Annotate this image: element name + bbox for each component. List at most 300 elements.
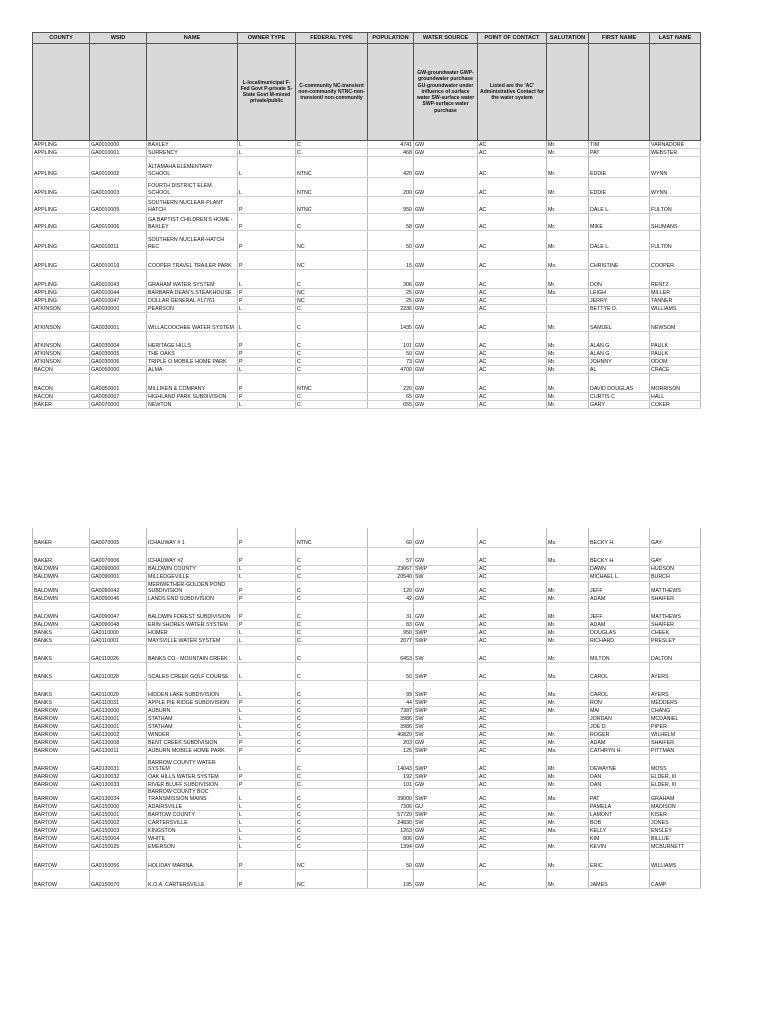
population-cell: 2236 <box>368 305 414 313</box>
last-name-cell: KISER <box>650 811 701 819</box>
federal-type-cell: C <box>296 141 368 149</box>
point-of-contact-cell: AC <box>478 835 547 843</box>
water-source-cell: GW <box>414 739 478 747</box>
water-source-cell: GW <box>414 547 478 565</box>
table-row <box>33 297 701 305</box>
owner-type-cell: P <box>238 747 296 755</box>
name-cell: MILLEDGEVILLE <box>147 573 238 581</box>
table-row <box>33 755 701 773</box>
salutation-cell: Mr. <box>547 270 589 289</box>
county-cell: BALDWIN <box>33 581 90 595</box>
point-of-contact-cell: AC <box>478 715 547 723</box>
population-cell: 6453 <box>368 645 414 663</box>
point-of-contact-cell: AC <box>478 547 547 565</box>
federal-type-cell: C <box>296 707 368 715</box>
owner-type-cell: P <box>238 251 296 270</box>
federal-type-cell: C <box>296 819 368 827</box>
first-name-cell: LEIGH <box>589 289 650 297</box>
first-name-cell: DAVID DOUGLAS <box>589 374 650 393</box>
owner-type-cell: L <box>238 313 296 332</box>
point-of-contact-cell: AC <box>478 214 547 231</box>
first-name-cell: JEFF <box>589 581 650 595</box>
county-cell: BAKER <box>33 528 90 547</box>
county-cell: APPLING <box>33 157 90 178</box>
last-name-cell: RENTZ <box>650 270 701 289</box>
salutation-cell <box>547 573 589 581</box>
wsid-cell: GA0130032 <box>90 773 147 781</box>
point-of-contact-cell: AC <box>478 197 547 214</box>
table-row <box>33 305 701 313</box>
first-name-cell: CAROL <box>589 681 650 699</box>
wsid-cell: GA0150003 <box>90 827 147 835</box>
last-name-cell: MEDDERS <box>650 699 701 707</box>
water-source-cell: GW <box>414 289 478 297</box>
salutation-cell: Mr. <box>547 629 589 637</box>
first-name-cell: ADAM <box>589 739 650 747</box>
last-name-cell: MILLER <box>650 289 701 297</box>
last-name-cell: FULTON <box>650 197 701 214</box>
table-row <box>33 393 701 401</box>
first-name-cell: BECKY H. <box>589 528 650 547</box>
federal-type-legend: C-community NC-transient non-community NTNC-non-transient/ non-community <box>296 44 368 141</box>
table-row <box>33 603 701 621</box>
federal-type-cell: C <box>296 803 368 811</box>
salutation-cell: Mr. <box>547 781 589 789</box>
point-of-contact-cell: AC <box>478 827 547 835</box>
first-name-cell: CURTIS C <box>589 393 650 401</box>
federal-type-cell: C <box>296 747 368 755</box>
population-cell: 200 <box>368 178 414 197</box>
salutation-cell: Mr. <box>547 707 589 715</box>
salutation-cell: Ms. <box>547 528 589 547</box>
water-source-cell: GW <box>414 231 478 251</box>
county-cell: APPLING <box>33 197 90 214</box>
water-source-cell: SWP <box>414 699 478 707</box>
federal-type-cell: NC <box>296 851 368 870</box>
population-cell: 950 <box>368 629 414 637</box>
county-cell: BARROW <box>33 707 90 715</box>
water-source-cell: GW <box>414 313 478 332</box>
last-name-cell: PAULK <box>650 350 701 358</box>
salutation-cell: Ms. <box>547 251 589 270</box>
first-name-cell: ALAN G. <box>589 350 650 358</box>
owner-type-cell: P <box>238 393 296 401</box>
county-cell: BAKER <box>33 547 90 565</box>
water-source-cell: GU <box>414 803 478 811</box>
population-cell: 203 <box>368 739 414 747</box>
last-name-cell: BURCH <box>650 573 701 581</box>
wsid-cell: GA0010000 <box>90 141 147 149</box>
last-name-cell: CHANG <box>650 707 701 715</box>
first-name-cell: DEWAYNE <box>589 755 650 773</box>
population-cell: 4700 <box>368 366 414 374</box>
point-of-contact-cell: AC <box>478 747 547 755</box>
water-source-cell: SWP <box>414 637 478 645</box>
table-row <box>33 366 701 374</box>
county-cell: BARTOW <box>33 835 90 843</box>
point-of-contact-cell: AC <box>478 811 547 819</box>
last-name-cell: DALTON <box>650 645 701 663</box>
point-of-contact-cell: AC <box>478 251 547 270</box>
wsid-cell: GA0030001 <box>90 313 147 332</box>
header-salutation: SALUTATION <box>547 33 589 44</box>
table-body <box>33 141 701 409</box>
table-row <box>33 645 701 663</box>
county-cell: BARTOW <box>33 803 90 811</box>
water-source-cell: GW <box>414 297 478 305</box>
water-source-cell: SW <box>414 715 478 723</box>
county-cell: BANKS <box>33 629 90 637</box>
water-source-cell: SW <box>414 731 478 739</box>
county-cell: BACON <box>33 393 90 401</box>
water-source-legend: GW-groundwater GWP-groundwater purchase GU-groundwater under influence of surface water SW-surface water SWP-surface water purchase <box>414 44 478 141</box>
owner-type-cell: L <box>238 645 296 663</box>
population-cell: 50 <box>368 231 414 251</box>
federal-type-cell: C <box>296 739 368 747</box>
header-name: NAME <box>147 33 238 44</box>
table-row <box>33 843 701 851</box>
population-cell: 950 <box>368 197 414 214</box>
wsid-cell: GA0070005 <box>90 528 147 547</box>
water-source-cell: GW <box>414 270 478 289</box>
county-cell: BARROW <box>33 781 90 789</box>
population-cell: 50 <box>368 851 414 870</box>
table-row <box>33 681 701 699</box>
point-of-contact-cell: AC <box>478 573 547 581</box>
name-cell: THE OAKS <box>147 350 238 358</box>
table-row <box>33 251 701 270</box>
water-source-cell: GW <box>414 401 478 409</box>
population-cell: 195 <box>368 870 414 889</box>
water-source-cell: GW <box>414 870 478 889</box>
salutation-cell: Mr. <box>547 393 589 401</box>
wsid-cell: GA0050001 <box>90 374 147 393</box>
point-of-contact-cell: AC <box>478 773 547 781</box>
table-row <box>33 629 701 637</box>
water-systems-table <box>32 32 701 409</box>
wsid-cell: GA0130033 <box>90 781 147 789</box>
federal-type-cell: NTNC <box>296 374 368 393</box>
name-cell: STATHAM <box>147 723 238 731</box>
county-cell: BANKS <box>33 681 90 699</box>
name-cell: APPLE PIE RIDGE SUBDIVISION <box>147 699 238 707</box>
salutation-cell: Mr. <box>547 401 589 409</box>
water-source-cell: GW <box>414 350 478 358</box>
last-name-cell: WYNN <box>650 178 701 197</box>
owner-type-cell: L <box>238 827 296 835</box>
table-row <box>33 350 701 358</box>
point-of-contact-cell: AC <box>478 350 547 358</box>
population-cell: 83 <box>368 621 414 629</box>
population-cell: 4741 <box>368 141 414 149</box>
salutation-cell: Ms. <box>547 827 589 835</box>
population-cell: 3986 <box>368 723 414 731</box>
population-cell: 192 <box>368 773 414 781</box>
point-of-contact-cell: AC <box>478 707 547 715</box>
owner-type-cell: P <box>238 603 296 621</box>
salutation-cell: Mr. <box>547 374 589 393</box>
first-name-cell: ALAN G. <box>589 332 650 350</box>
table-row <box>33 827 701 835</box>
first-name-cell: LAMONT <box>589 811 650 819</box>
water-source-cell: SWP <box>414 663 478 681</box>
owner-type-cell: P <box>238 773 296 781</box>
federal-type-cell: C <box>296 270 368 289</box>
name-cell: BARROW COUNTY BOC TRANSMISSION MAINS <box>147 789 238 803</box>
salutation-cell: Mr. <box>547 231 589 251</box>
owner-type-cell: P <box>238 197 296 214</box>
first-name-cell: BOB <box>589 819 650 827</box>
first-name-cell: KELLY <box>589 827 650 835</box>
owner-type-cell: P <box>238 350 296 358</box>
county-cell: APPLING <box>33 289 90 297</box>
point-of-contact-cell: AC <box>478 393 547 401</box>
owner-type-cell: L <box>238 157 296 178</box>
salutation-cell: Mr. <box>547 819 589 827</box>
name-cell: TRIPLE O MOBILE HOME PARK <box>147 358 238 366</box>
first-name-cell: EDDIE <box>589 178 650 197</box>
federal-type-cell: NC <box>296 251 368 270</box>
table-row <box>33 621 701 629</box>
wsid-cell: GA0130001 <box>90 715 147 723</box>
last-name-cell: SHAIFER <box>650 595 701 603</box>
table-row <box>33 547 701 565</box>
table-row <box>33 870 701 889</box>
owner-type-cell: P <box>238 699 296 707</box>
salutation-cell: Ms. <box>547 789 589 803</box>
name-cell: SCALES CREEK GOLF COURSE <box>147 663 238 681</box>
wsid-cell: GA0130011 <box>90 747 147 755</box>
table-row <box>33 637 701 645</box>
water-source-cell: GW <box>414 603 478 621</box>
last-name-cell: AYERS <box>650 681 701 699</box>
wsid-cell: GA0030000 <box>90 305 147 313</box>
point-of-contact-cell: AC <box>478 401 547 409</box>
name-cell: ICHAUWAY # 1 <box>147 528 238 547</box>
population-cell: 468 <box>368 149 414 157</box>
last-name-cell: JONES <box>650 819 701 827</box>
salutation-cell: Mr. <box>547 197 589 214</box>
last-name-cell: ELDER, III <box>650 773 701 781</box>
salutation-cell <box>547 305 589 313</box>
water-source-cell: GW <box>414 214 478 231</box>
header-owner-type: OWNER TYPE <box>238 33 296 44</box>
last-name-cell: MADISON <box>650 803 701 811</box>
salutation-cell: Mr. <box>547 773 589 781</box>
population-cell: 15 <box>368 251 414 270</box>
salutation-cell: Ms. <box>547 289 589 297</box>
water-source-cell: GW <box>414 843 478 851</box>
first-name-cell: MIKE <box>589 214 650 231</box>
name-cell: AUBURN MOBILE HOME PARK <box>147 747 238 755</box>
last-name-cell: WILLIAMS <box>650 305 701 313</box>
first-name-cell: SAMUEL <box>589 313 650 332</box>
name-cell: ERIN SHORES WATER SYSTEM <box>147 621 238 629</box>
salutation-cell: Ms. <box>547 663 589 681</box>
owner-type-cell: L <box>238 305 296 313</box>
last-name-cell: VARNADORE <box>650 141 701 149</box>
last-name-cell: CAMP <box>650 870 701 889</box>
federal-type-cell: C <box>296 332 368 350</box>
county-cell: BAKER <box>33 401 90 409</box>
county-cell: BARTOW <box>33 870 90 889</box>
table-row <box>33 773 701 781</box>
county-cell: BARTOW <box>33 843 90 851</box>
point-of-contact-cell: AC <box>478 231 547 251</box>
salutation-cell: Mr. <box>547 755 589 773</box>
wsid-cell: GA0030005 <box>90 350 147 358</box>
name-cell: BARTOW COUNTY <box>147 811 238 819</box>
name-cell: STATHAM <box>147 715 238 723</box>
table-row <box>33 851 701 870</box>
water-source-cell: SWP <box>414 629 478 637</box>
name-cell: KINGSTON <box>147 827 238 835</box>
point-of-contact-cell: AC <box>478 731 547 739</box>
population-cell: 31 <box>368 603 414 621</box>
federal-type-cell: C <box>296 629 368 637</box>
county-cell: APPLING <box>33 141 90 149</box>
water-source-cell: GW <box>414 358 478 366</box>
county-cell: BANKS <box>33 637 90 645</box>
first-name-cell: ADAM <box>589 621 650 629</box>
population-cell: 44 <box>368 699 414 707</box>
name-cell: COOPER TRAVEL TRAILER PARK <box>147 251 238 270</box>
owner-type-legend: L-local/municipal F-Fed Govt P-private S-State Govt M-mixed private/public <box>238 44 296 141</box>
table-row <box>33 332 701 350</box>
water-source-cell: GW <box>414 332 478 350</box>
last-name-cell: CHEEK <box>650 629 701 637</box>
table-row <box>33 149 701 157</box>
wsid-cell: GA0010044 <box>90 289 147 297</box>
header-point-of-contact: POINT OF CONTACT <box>478 33 547 44</box>
name-cell: BALDWIN FOREST SUBDIVISION <box>147 603 238 621</box>
owner-type-cell: L <box>238 178 296 197</box>
owner-type-cell: P <box>238 870 296 889</box>
county-cell: APPLING <box>33 231 90 251</box>
header-federal-type: FEDERAL TYPE <box>296 33 368 44</box>
water-source-cell: SWP <box>414 773 478 781</box>
table-row <box>33 739 701 747</box>
owner-type-cell: P <box>238 547 296 565</box>
point-of-contact-cell: AC <box>478 595 547 603</box>
wsid-cell: GA0110000 <box>90 629 147 637</box>
owner-type-cell: P <box>238 581 296 595</box>
table-row <box>33 157 701 178</box>
table-body <box>33 528 701 889</box>
county-cell: BANKS <box>33 699 90 707</box>
table-row <box>33 573 701 581</box>
table-row <box>33 595 701 603</box>
owner-type-cell: P <box>238 358 296 366</box>
last-name-cell: GRAHAM <box>650 789 701 803</box>
water-source-cell: GW <box>414 197 478 214</box>
table-row <box>33 313 701 332</box>
county-cell: BANKS <box>33 663 90 681</box>
owner-type-cell: P <box>238 621 296 629</box>
name-cell: WHITE <box>147 835 238 843</box>
federal-type-cell: NTNC <box>296 528 368 547</box>
wsid-cell: GA0050007 <box>90 393 147 401</box>
county-cell: APPLING <box>33 251 90 270</box>
federal-type-cell: NC <box>296 289 368 297</box>
owner-type-cell: L <box>238 811 296 819</box>
wsid-cell: GA0130034 <box>90 789 147 803</box>
first-name-cell: TIM <box>589 141 650 149</box>
county-cell: BALDWIN <box>33 573 90 581</box>
county-cell: BARTOW <box>33 851 90 870</box>
table-row <box>33 789 701 803</box>
salutation-cell: Mr. <box>547 358 589 366</box>
wsid-cell: GA0150002 <box>90 819 147 827</box>
point-of-contact-cell: AC <box>478 270 547 289</box>
first-name-cell: JOHNNY <box>589 358 650 366</box>
population-cell: 60 <box>368 528 414 547</box>
first-name-cell: EDDIE <box>589 157 650 178</box>
population-cell: 40820 <box>368 731 414 739</box>
water-source-cell: SWP <box>414 565 478 573</box>
point-of-contact-cell: AC <box>478 629 547 637</box>
county-cell: ATKINSON <box>33 358 90 366</box>
federal-type-cell: C <box>296 547 368 565</box>
salutation-cell: Mr. <box>547 178 589 197</box>
county-cell: APPLING <box>33 297 90 305</box>
last-name-cell: SHUMANS <box>650 214 701 231</box>
salutation-cell: Mr. <box>547 581 589 595</box>
county-cell: APPLING <box>33 214 90 231</box>
table-row <box>33 214 701 231</box>
owner-type-cell: L <box>238 663 296 681</box>
federal-type-cell: C <box>296 843 368 851</box>
salutation-cell: Mr. <box>547 699 589 707</box>
federal-type-cell: C <box>296 313 368 332</box>
county-cell: BALDWIN <box>33 565 90 573</box>
population-cell: 25 <box>368 297 414 305</box>
name-cell: RIVER BLUFF SUBDIVISION <box>147 781 238 789</box>
wsid-cell: GA0050000 <box>90 366 147 374</box>
point-of-contact-cell: AC <box>478 637 547 645</box>
water-source-cell: GW <box>414 178 478 197</box>
salutation-cell: Mr. <box>547 851 589 870</box>
salutation-cell: Mr. <box>547 595 589 603</box>
owner-type-cell: L <box>238 755 296 773</box>
water-systems-table-continued <box>32 528 701 889</box>
wsid-cell: GA0090047 <box>90 603 147 621</box>
wsid-cell: GA0010047 <box>90 297 147 305</box>
table-row <box>33 581 701 595</box>
point-of-contact-cell: AC <box>478 565 547 573</box>
population-cell: 24830 <box>368 819 414 827</box>
population-cell: 65 <box>368 393 414 401</box>
wsid-cell: GA0030006 <box>90 358 147 366</box>
county-cell: BARROW <box>33 715 90 723</box>
water-source-cell: GW <box>414 366 478 374</box>
last-name-cell: MATTHEWS <box>650 603 701 621</box>
point-of-contact-cell: AC <box>478 819 547 827</box>
federal-type-cell: C <box>296 149 368 157</box>
name-cell: HIGHLAND PARK SUBDIVISION <box>147 393 238 401</box>
table-row <box>33 835 701 843</box>
first-name-cell: DAWN <box>589 565 650 573</box>
first-name-cell: PAT <box>589 149 650 157</box>
population-cell: 7387 <box>368 707 414 715</box>
name-cell: MILLIKEN & COMPANY <box>147 374 238 393</box>
salutation-cell: Mr. <box>547 621 589 629</box>
water-source-cell: SWP <box>414 755 478 773</box>
federal-type-cell: C <box>296 681 368 699</box>
name-cell: GRAHAM WATER SYSTEM <box>147 270 238 289</box>
wsid-cell: GA0090000 <box>90 565 147 573</box>
owner-type-cell: P <box>238 332 296 350</box>
